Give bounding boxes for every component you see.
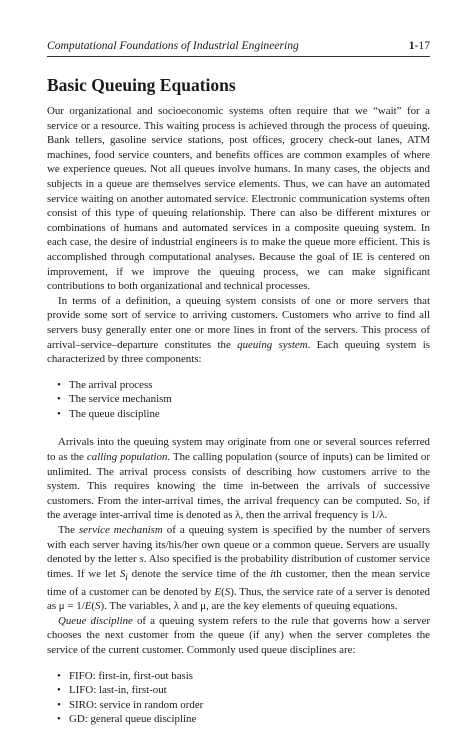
list-item-text: The arrival process — [69, 378, 153, 391]
chapter-number: 1 — [408, 39, 415, 52]
page — [47, 38, 430, 741]
list-item — [57, 712, 430, 727]
list-item-text: The queue discipline — [69, 407, 160, 420]
list-item — [57, 392, 430, 407]
bullet-icon: • — [57, 669, 61, 682]
emphasis: s — [139, 553, 144, 566]
list-item-text: LIFO: last-in, first-out — [69, 684, 167, 697]
text-run: In terms of a definition, a queuing system consists of one or more servers that provide some sort of service to arriving customers. Customers who arrive to find all servers busy generally enter one or more lines in front of the servers. This process of arrival–service–departure constitutes the — [47, 294, 430, 351]
emphasis: service mechanism — [78, 524, 163, 537]
text-run: Arrivals into the queuing system may originate from one or several sources referred to as the — [47, 436, 430, 464]
subscript: i — [125, 571, 128, 582]
emphasis: S — [95, 600, 101, 613]
list-item-text: The service mechanism — [69, 393, 172, 406]
header-rule — [47, 56, 430, 57]
running-head — [47, 38, 430, 53]
text-run: . Also specified is the probability distribution of customer service times. If we let — [47, 553, 430, 580]
list-item — [57, 669, 430, 684]
components-list — [47, 378, 430, 422]
text-run: The — [58, 524, 79, 537]
bullet-icon: • — [57, 684, 61, 697]
paragraph-definition — [47, 294, 430, 367]
text-run: of a queuing system is specified by the number of servers with each server having its/his/her own queue or a common queue. Servers are usually denoted by the letter — [47, 524, 430, 566]
paragraph-queue-discipline — [47, 614, 430, 658]
text-run: of a queuing system refers to the rule that governs how a server chooses the next customer from the queue (if any) when the server completes the service of the current customer. Commonly used queue disciplines are: — [47, 614, 430, 656]
bullet-icon: • — [57, 407, 61, 420]
bullet-icon: • — [57, 378, 61, 391]
emphasis: S — [224, 585, 231, 598]
emphasis: E — [214, 585, 222, 598]
disciplines-list — [47, 669, 430, 727]
list-item — [57, 378, 430, 393]
text-run: . Each queuing system is characterized by three components: — [47, 338, 430, 366]
text-run: ( — [221, 585, 225, 598]
text-run: . The calling population (source of inputs) can be limited or unlimited. The arrival process consists of describing how customers arrive to the system. This requires knowing the time in-between the arrivals of successive customers. From the inter-arrival times, the arrival frequency can be computed. So, if the average inter-arrival time is denoted as λ, then the arrival frequency is 1/λ. — [47, 451, 430, 522]
emphasis: calling population — [86, 451, 168, 464]
paragraph-arrivals — [47, 435, 430, 523]
bullet-icon: • — [57, 698, 61, 711]
list-item — [57, 407, 430, 422]
list-item-text: SIRO: service in random order — [69, 698, 204, 711]
list-item-text: GD: general queue discipline — [69, 713, 197, 726]
bullet-icon: • — [57, 393, 61, 406]
text-run: ( — [91, 600, 95, 613]
section-title: Basic Queuing Equations — [47, 75, 236, 95]
list-item-text: FIFO: first-in, first-out basis — [69, 669, 194, 682]
text-run: denote the service time of the — [127, 567, 271, 580]
page-number — [409, 38, 430, 53]
emphasis: i — [270, 567, 274, 580]
page-number-value: -17 — [414, 39, 430, 52]
emphasis: queuing system — [237, 338, 308, 351]
list-item — [57, 698, 430, 713]
paragraph-intro: Our organizational and socioeconomic systems often require that we “wait” for a service or a resource. This waiting process is achieved through the process of queuing. Bank tellers, gasoline service stations, post offices, grocery check-out lanes, ATM machines, food service counters, and benefits offices are common examples of where we experience queues. Not all queues involve humans. In many cases, the objects and subjects in a queue are themselves service elements. Thus, we can have an automated service waiting on another automated service. Electronic communication systems often consist of this type of queuing relationship. There can also be different mixtures or combinations of humans and automated services in a composite queuing system. In each case, the desire of industrial engineers is to make the queue more efficient. This is accomplished through computational analyses. Because the goal of IE is centered on improvement, if we improve the queuing process, we can make significant contributions to both organizational and technical processes. — [47, 105, 430, 293]
list-item — [57, 683, 430, 698]
text-run: th customer, then the mean service time of a customer can be denoted by — [47, 567, 430, 598]
text-run: ). The variables, λ and μ, are the key elements of queuing equations. — [100, 600, 398, 613]
running-title: Computational Foundations of Industrial Engineering — [47, 39, 299, 52]
body-text — [47, 104, 430, 727]
emphasis: S — [119, 567, 126, 580]
bullet-icon: • — [57, 713, 61, 726]
emphasis: Queue discipline — [58, 614, 133, 627]
text-run: ). Thus, the service rate of a server is denoted as μ = 1/ — [47, 585, 430, 613]
emphasis: E — [84, 600, 92, 613]
paragraph-service-mechanism — [47, 523, 430, 614]
